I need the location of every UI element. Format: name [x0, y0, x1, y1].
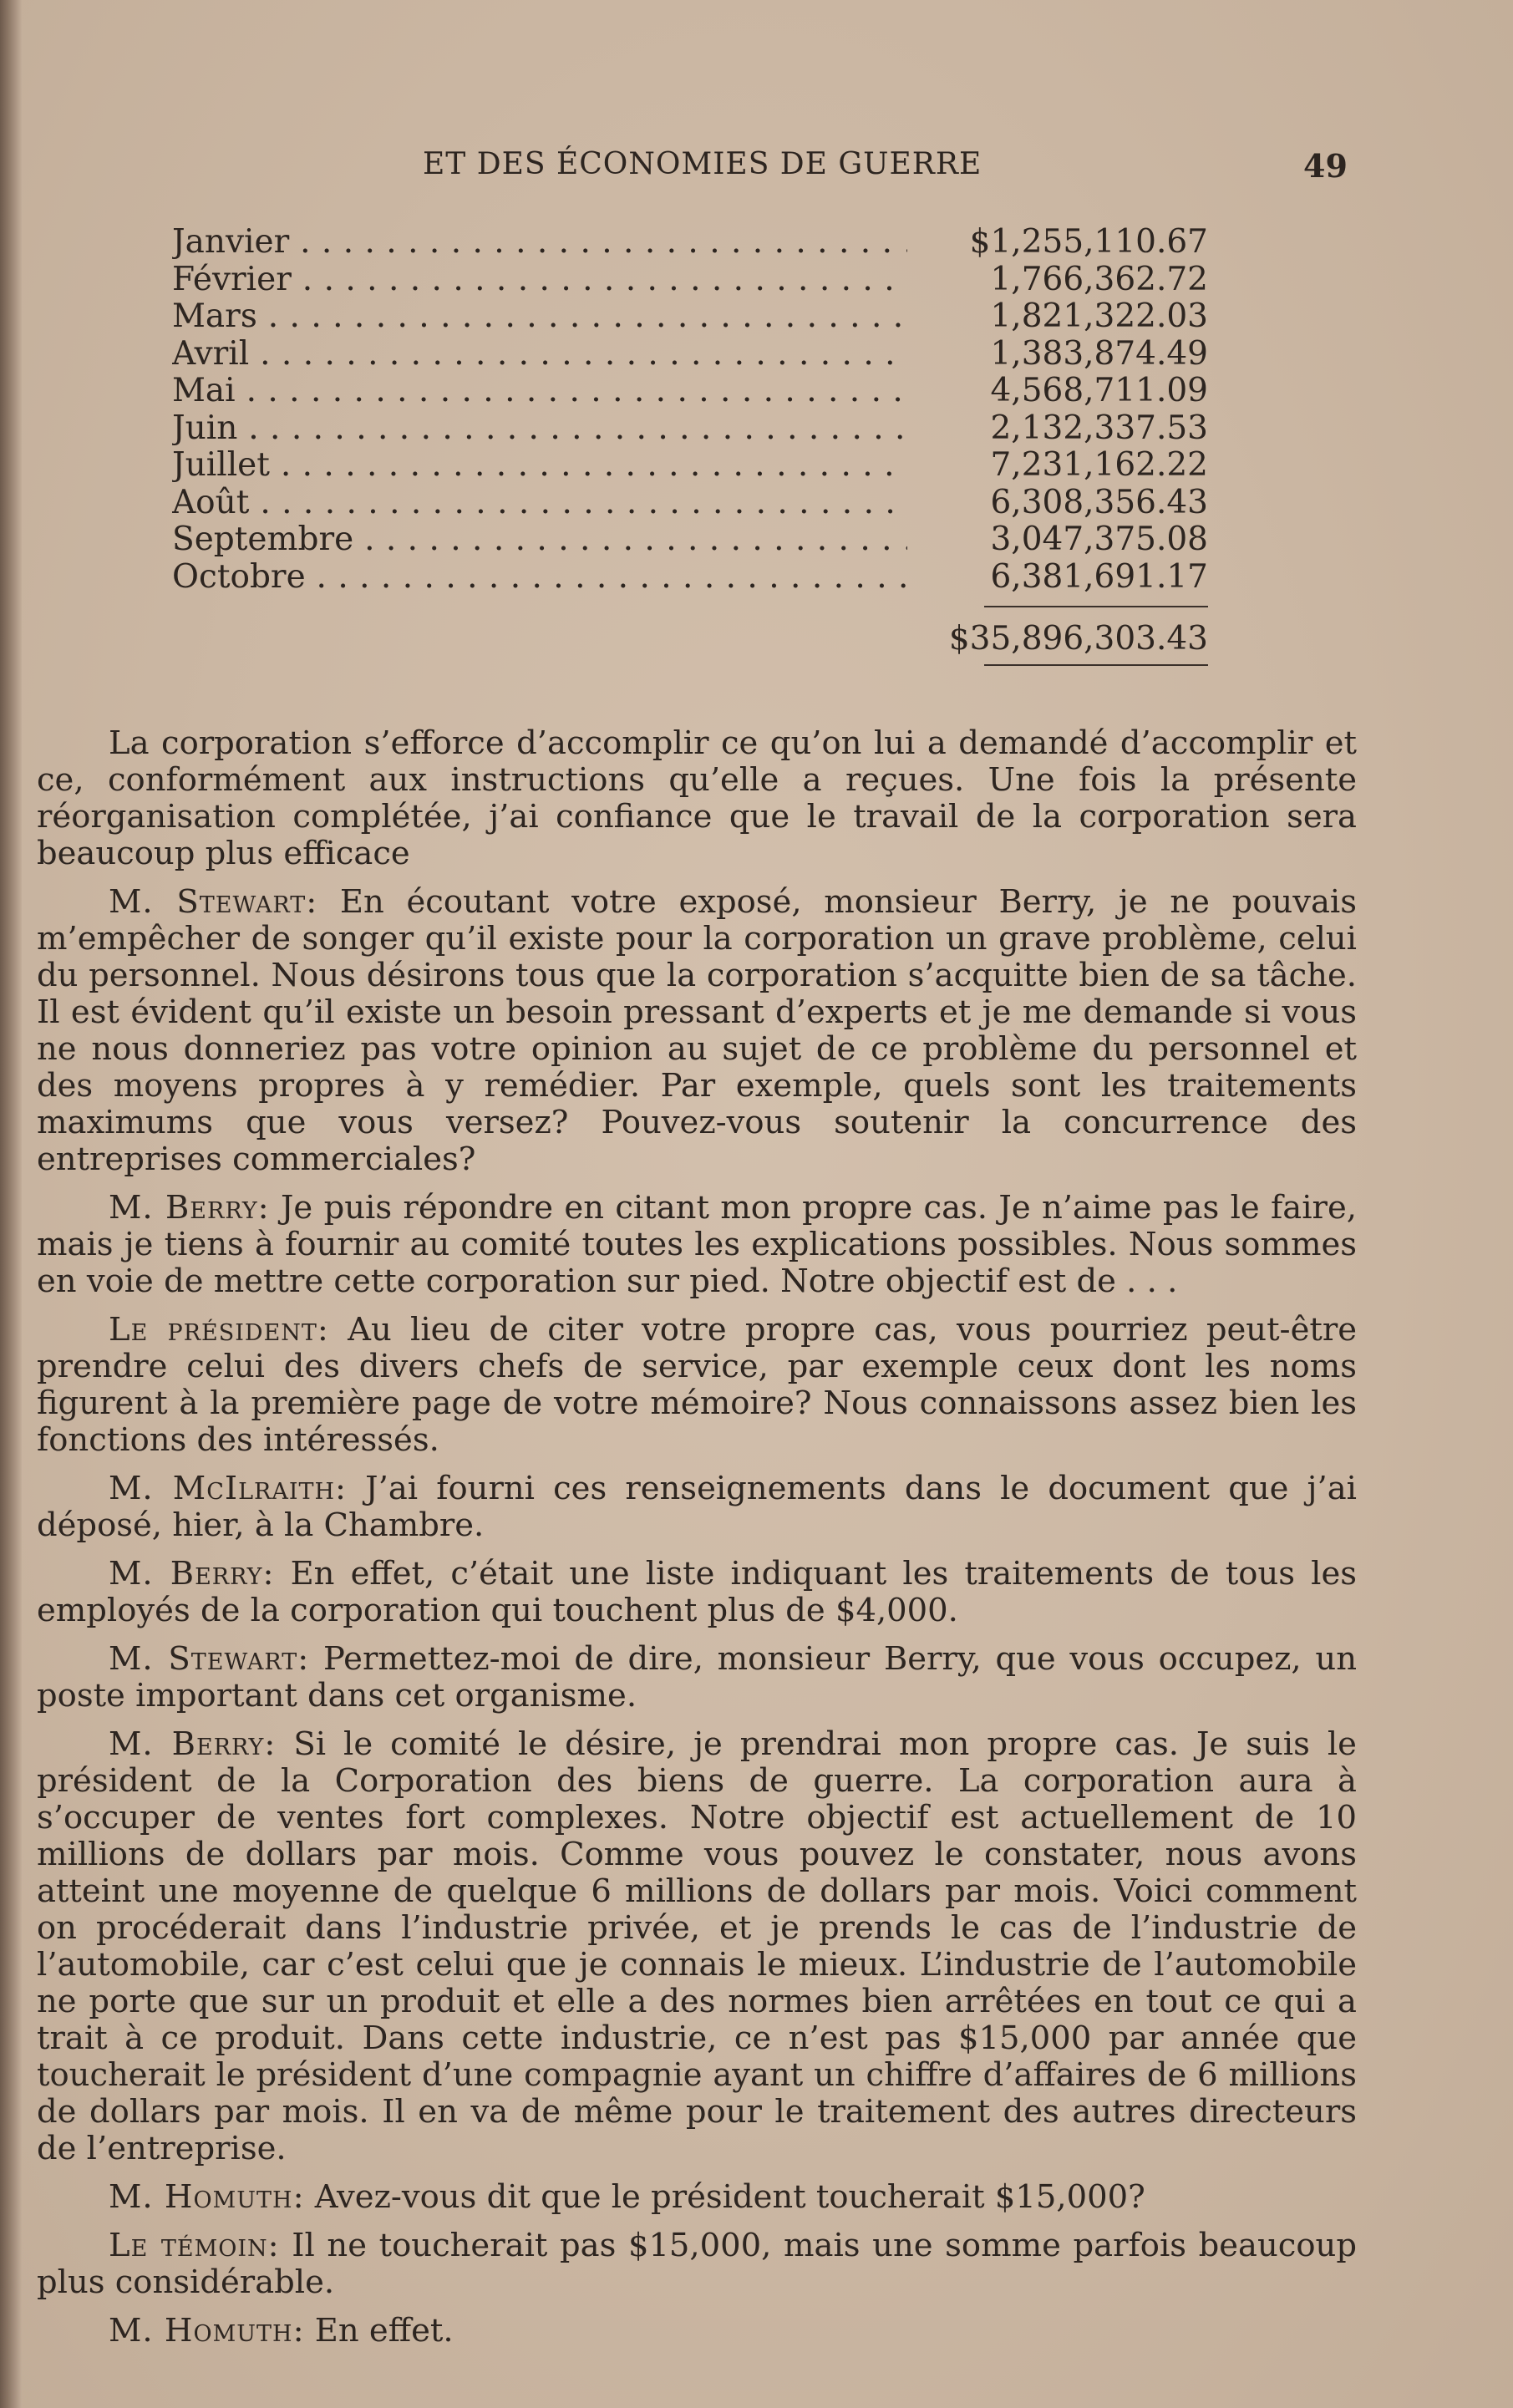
amount-value: 1,383,874.49	[990, 334, 1208, 373]
paragraph	[37, 1726, 1357, 2167]
paragraph-text: En écoutant votre exposé, monsieur Berry, je ne pouvais m’empêcher de songer qu’il existe pour la corporation un grave problème, celui du personnel. Nous désirons tous que la corporation s’acquitte bien de sa tâche. Il est évident qu’il existe un besoin pressant d’experts et je me demande si vous ne nous donneriez pas votre opinion au sujet de ce problème du personnel et des moyens propres à y remédier. Par exemple, quels sont les traitements maximums que vous versez? Pouvez-vous soutenir la concurrence des entreprises commerciales?	[37, 883, 1358, 1178]
sum-rule-top	[984, 606, 1208, 607]
table-row	[172, 224, 1208, 262]
speaker-name: M. Stewart:	[109, 883, 318, 921]
paragraph-text: Avez-vous dit que le président toucherait $15,000?	[314, 2178, 1145, 2216]
total-amount: $35,896,303.43	[948, 620, 1208, 658]
paragraph	[37, 1641, 1357, 1715]
amount-value: 6,308,356.43	[990, 483, 1208, 521]
speaker-name: M. Stewart:	[109, 1640, 310, 1678]
month-label: Mai . . .	[172, 373, 907, 409]
table-row	[172, 262, 1208, 299]
paragraph-text: Au lieu de citer votre propre cas, vous pourriez peut-être prendre celui des divers chefs de service, par exemple ceux dont les noms figurent à la première page de votre mémoire? Nous connaissons assez bien les fonctions des intéressés.	[37, 1311, 1358, 1459]
table-row	[172, 447, 1208, 485]
monthly-sales-table	[172, 224, 1208, 664]
month-label: Juin . . .	[172, 410, 907, 447]
running-title: ET DES ÉCONOMIES DE GUERRE	[423, 147, 982, 181]
book-spine-shadow	[0, 0, 22, 2408]
table-row	[172, 410, 1208, 448]
table-row	[172, 298, 1208, 336]
amount-value: 1,766,362.72	[990, 260, 1208, 298]
paragraph	[37, 1312, 1357, 1459]
amount-value: 3,047,375.08	[990, 521, 1208, 558]
amount-value: 7,231,162.22	[990, 446, 1208, 484]
amount-value: 2,132,337.53	[990, 409, 1208, 447]
amount-value: $1,255,110.67	[969, 223, 1208, 261]
paragraph	[37, 2313, 1357, 2350]
paragraph	[37, 725, 1357, 872]
paragraph	[37, 1471, 1357, 1544]
paragraph	[37, 1190, 1357, 1300]
month-label: Octobre . . .	[172, 559, 907, 596]
month-label: Mars . . .	[172, 298, 907, 335]
speaker-name: M. Berry:	[109, 1189, 270, 1227]
paragraph-text: La corporation s’efforce d’accomplir ce qu’on lui a demandé d’accomplir et ce, conformément aux instructions qu’elle a reçues. Une fois la présente réorganisation complétée, j’ai confiance que le travail de la corporation sera beaucoup plus efficace	[37, 724, 1357, 872]
page-header	[0, 147, 1513, 197]
amount-value: 1,821,322.03	[990, 297, 1208, 335]
table-row	[172, 521, 1208, 559]
paragraph-text: Si le comité le désire, je prendrai mon propre cas. Je suis le président de la Corporation des biens de guerre. La corporation aura à s’occuper de ventes fort complexes. Notre objectif est actuellement de 10 millions de dollars par mois. Comme vous pouvez le constater, nous avons atteint une moyenne de quelque 6 millions de dollars par mois. Voici comment on procéderait dans l’industrie privée, et je prends le cas de l’industrie de l’automobile, car c’est celui que je connais le mieux. L’industrie de l’automobile ne porte que sur un produit et elle a des normes bien arrêtées en tout ce qui a trait à ce produit. Dans cette industrie, ce n’est pas $15,000 par année que toucherait le président d’une compagnie ayant un chiffre d’affaires de 6 millions de dollars par mois. Il en va de même pour le traitement des autres directeurs de l’entreprise.	[37, 1725, 1357, 2167]
paragraph	[37, 2228, 1357, 2301]
amount-value: 4,568,711.09	[990, 372, 1208, 409]
page-number: 49	[1303, 147, 1348, 185]
testimony-text	[37, 725, 1357, 2361]
paragraph	[37, 2179, 1357, 2216]
month-label: Juillet . . .	[172, 447, 907, 484]
month-label: Janvier . . .	[172, 224, 907, 261]
speaker-name: M. Homuth:	[109, 2312, 305, 2350]
speaker-name: M. McIlraith:	[109, 1470, 348, 1507]
table-row	[172, 485, 1208, 522]
paragraph-text: En effet.	[314, 2312, 454, 2350]
speaker-name: M. Berry:	[109, 1725, 277, 1763]
speaker-name: M. Homuth:	[109, 2178, 305, 2216]
month-label: Septembre . . .	[172, 521, 907, 558]
speaker-name: Le témoin:	[109, 2227, 280, 2264]
paragraph	[37, 884, 1357, 1178]
paragraph-text: Je puis répondre en citant mon propre cas. Je n’aime pas le faire, mais je tiens à fournir au comité toutes les explications possibles. Nous sommes en voie de mettre cette corporation sur pied. Notre objectif est de . . .	[37, 1189, 1357, 1300]
month-label: Août . . .	[172, 485, 907, 521]
total-row	[172, 614, 1208, 664]
amount-value: 6,381,691.17	[990, 557, 1208, 596]
paragraph-text: J’ai fourni ces renseignements dans le document que j’ai déposé, hier, à la Chambre.	[37, 1470, 1357, 1544]
month-label: Avril . . .	[172, 336, 907, 373]
speaker-name: Le président:	[109, 1311, 329, 1349]
table-row	[172, 373, 1208, 410]
table-row	[172, 336, 1208, 373]
paragraph-text: En effet, c’était une liste indiquant les traitements de tous les employés de la corporation qui touchent plus de $4,000.	[37, 1555, 1357, 1629]
table-row	[172, 559, 1208, 597]
sum-rule-bottom	[984, 664, 1208, 666]
paragraph	[37, 1556, 1357, 1629]
speaker-name: M. Berry:	[109, 1555, 275, 1593]
paragraph-text: Il ne toucherait pas $15,000, mais une somme parfois beaucoup plus considérable.	[37, 2227, 1357, 2301]
paragraph-text: Permettez-moi de dire, monsieur Berry, que vous occupez, un poste important dans cet organisme.	[37, 1640, 1357, 1715]
month-label: Février . . .	[172, 262, 907, 298]
